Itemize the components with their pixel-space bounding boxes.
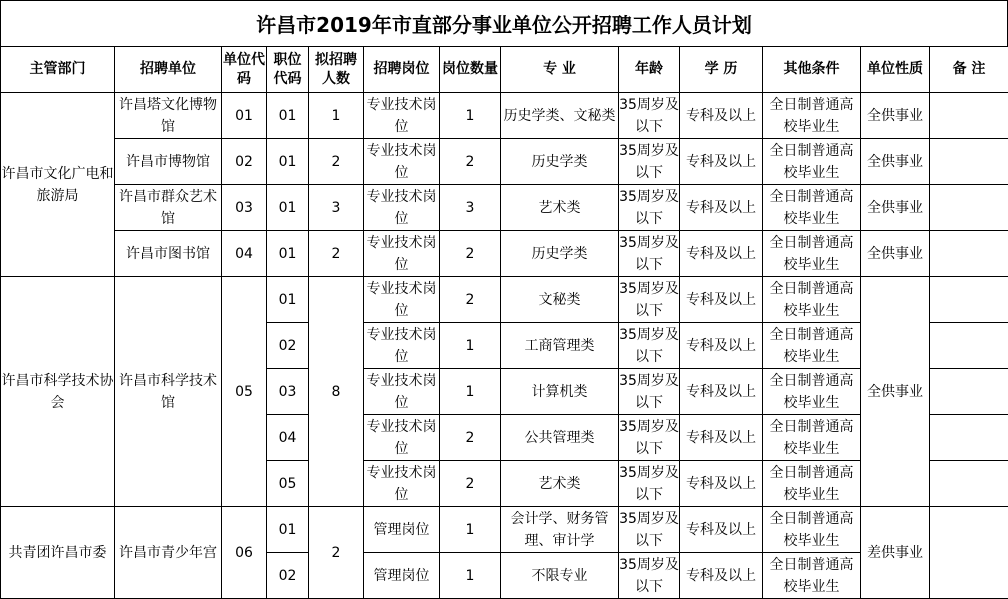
- planned-count-cell: 2: [309, 139, 364, 185]
- post-count-cell: 1: [440, 553, 501, 599]
- nature-cell: 全供事业: [861, 139, 930, 185]
- header-major: 专 业: [501, 47, 619, 93]
- remarks-cell: [930, 139, 1008, 185]
- major-cell: 不限专业: [501, 553, 619, 599]
- conditions-cell: 全日制普通高校毕业生: [763, 93, 861, 139]
- unit-cell: 许昌市群众艺术馆: [115, 185, 222, 231]
- unit-cell: 许昌市科学技术馆: [115, 277, 222, 507]
- post-cell: 专业技术岗位: [364, 323, 440, 369]
- post-count-cell: 2: [440, 277, 501, 323]
- header-department: 主管部门: [1, 47, 115, 93]
- header-age: 年龄: [619, 47, 680, 93]
- post-count-cell: 1: [440, 93, 501, 139]
- position-code-cell: 05: [267, 461, 309, 507]
- post-cell: 专业技术岗位: [364, 185, 440, 231]
- unit-code-cell: 03: [222, 185, 267, 231]
- remarks-cell: [930, 231, 1008, 277]
- post-cell: 专业技术岗位: [364, 415, 440, 461]
- recruitment-table: [0, 46, 1008, 599]
- education-cell: 专科及以上: [680, 553, 763, 599]
- age-cell: 35周岁及以下: [619, 231, 680, 277]
- header-unit: 招聘单位: [115, 47, 222, 93]
- position-code-cell: 04: [267, 415, 309, 461]
- position-code-cell: 01: [267, 139, 309, 185]
- remarks-cell: [930, 323, 1008, 369]
- major-cell: 历史学类、文秘类: [501, 93, 619, 139]
- age-cell: 35周岁及以下: [619, 553, 680, 599]
- age-cell: 35周岁及以下: [619, 277, 680, 323]
- table-row: [1, 139, 1008, 185]
- position-code-cell: 01: [267, 185, 309, 231]
- remarks-cell: [930, 507, 1008, 599]
- age-cell: 35周岁及以下: [619, 139, 680, 185]
- table-row: [1, 231, 1008, 277]
- position-code-cell: 01: [267, 507, 309, 553]
- planned-count-cell: 8: [309, 277, 364, 507]
- post-cell: 管理岗位: [364, 507, 440, 553]
- header-planned-count: 拟招聘人数: [309, 47, 364, 93]
- conditions-cell: 全日制普通高校毕业生: [763, 323, 861, 369]
- remarks-cell: [930, 415, 1008, 461]
- age-cell: 35周岁及以下: [619, 185, 680, 231]
- planned-count-cell: 2: [309, 507, 364, 599]
- header-post-count: 岗位数量: [440, 47, 501, 93]
- education-cell: 专科及以上: [680, 461, 763, 507]
- header-post: 招聘岗位: [364, 47, 440, 93]
- planned-count-cell: 3: [309, 185, 364, 231]
- remarks-cell: [930, 185, 1008, 231]
- page-title: 许昌市2019年市直部分事业单位公开招聘工作人员计划: [0, 0, 1008, 46]
- major-cell: 公共管理类: [501, 415, 619, 461]
- education-cell: 专科及以上: [680, 415, 763, 461]
- education-cell: 专科及以上: [680, 369, 763, 415]
- unit-cell: 许昌市青少年宫: [115, 507, 222, 599]
- age-cell: 35周岁及以下: [619, 323, 680, 369]
- unit-code-cell: 05: [222, 277, 267, 507]
- major-cell: 历史学类: [501, 139, 619, 185]
- remarks-cell: [930, 93, 1008, 139]
- post-count-cell: 1: [440, 507, 501, 553]
- post-cell: 管理岗位: [364, 553, 440, 599]
- education-cell: 专科及以上: [680, 231, 763, 277]
- post-count-cell: 2: [440, 139, 501, 185]
- major-cell: 文秘类: [501, 277, 619, 323]
- position-code-cell: 02: [267, 553, 309, 599]
- nature-cell: 全供事业: [861, 93, 930, 139]
- conditions-cell: 全日制普通高校毕业生: [763, 461, 861, 507]
- remarks-cell: [930, 461, 1008, 507]
- major-cell: 历史学类: [501, 231, 619, 277]
- position-code-cell: 02: [267, 323, 309, 369]
- age-cell: 35周岁及以下: [619, 507, 680, 553]
- post-count-cell: 1: [440, 323, 501, 369]
- post-cell: 专业技术岗位: [364, 231, 440, 277]
- planned-count-cell: 2: [309, 231, 364, 277]
- header-position-code: 职位代码: [267, 47, 309, 93]
- unit-cell: 许昌市图书馆: [115, 231, 222, 277]
- unit-code-cell: 06: [222, 507, 267, 599]
- conditions-cell: 全日制普通高校毕业生: [763, 553, 861, 599]
- department-cell: 许昌市科学技术协会: [1, 277, 115, 507]
- department-cell: 许昌市文化广电和旅游局: [1, 93, 115, 277]
- nature-cell: 全供事业: [861, 231, 930, 277]
- remarks-cell: [930, 369, 1008, 415]
- post-count-cell: 3: [440, 185, 501, 231]
- header-unit-nature: 单位性质: [861, 47, 930, 93]
- age-cell: 35周岁及以下: [619, 369, 680, 415]
- unit-cell: 许昌市博物馆: [115, 139, 222, 185]
- major-cell: 计算机类: [501, 369, 619, 415]
- major-cell: 会计学、财务管理、审计学: [501, 507, 619, 553]
- planned-count-cell: 1: [309, 93, 364, 139]
- header-unit-code: 单位代码: [222, 47, 267, 93]
- header-education: 学 历: [680, 47, 763, 93]
- unit-code-cell: 04: [222, 231, 267, 277]
- table-row: [1, 185, 1008, 231]
- position-code-cell: 03: [267, 369, 309, 415]
- conditions-cell: 全日制普通高校毕业生: [763, 139, 861, 185]
- conditions-cell: 全日制普通高校毕业生: [763, 507, 861, 553]
- post-count-cell: 1: [440, 369, 501, 415]
- header-remarks: 备 注: [930, 47, 1008, 93]
- major-cell: 工商管理类: [501, 323, 619, 369]
- conditions-cell: 全日制普通高校毕业生: [763, 277, 861, 323]
- table-row: [1, 277, 1008, 323]
- nature-cell: 差供事业: [861, 507, 930, 599]
- header-other-conditions: 其他条件: [763, 47, 861, 93]
- conditions-cell: 全日制普通高校毕业生: [763, 369, 861, 415]
- education-cell: 专科及以上: [680, 507, 763, 553]
- unit-code-cell: 01: [222, 93, 267, 139]
- nature-cell: 全供事业: [861, 277, 930, 507]
- education-cell: 专科及以上: [680, 185, 763, 231]
- age-cell: 35周岁及以下: [619, 461, 680, 507]
- post-cell: 专业技术岗位: [364, 277, 440, 323]
- table-row: [1, 93, 1008, 139]
- post-count-cell: 2: [440, 415, 501, 461]
- post-count-cell: 2: [440, 231, 501, 277]
- education-cell: 专科及以上: [680, 323, 763, 369]
- position-code-cell: 01: [267, 277, 309, 323]
- post-cell: 专业技术岗位: [364, 139, 440, 185]
- conditions-cell: 全日制普通高校毕业生: [763, 231, 861, 277]
- conditions-cell: 全日制普通高校毕业生: [763, 415, 861, 461]
- conditions-cell: 全日制普通高校毕业生: [763, 185, 861, 231]
- post-cell: 专业技术岗位: [364, 93, 440, 139]
- education-cell: 专科及以上: [680, 277, 763, 323]
- age-cell: 35周岁及以下: [619, 93, 680, 139]
- unit-cell: 许昌塔文化博物馆: [115, 93, 222, 139]
- post-cell: 专业技术岗位: [364, 369, 440, 415]
- unit-code-cell: 02: [222, 139, 267, 185]
- age-cell: 35周岁及以下: [619, 415, 680, 461]
- remarks-cell: [930, 277, 1008, 323]
- header-row: [1, 47, 1008, 93]
- post-cell: 专业技术岗位: [364, 461, 440, 507]
- major-cell: 艺术类: [501, 185, 619, 231]
- table-row: [1, 507, 1008, 553]
- nature-cell: 全供事业: [861, 185, 930, 231]
- major-cell: 艺术类: [501, 461, 619, 507]
- education-cell: 专科及以上: [680, 139, 763, 185]
- post-count-cell: 2: [440, 461, 501, 507]
- position-code-cell: 01: [267, 231, 309, 277]
- position-code-cell: 01: [267, 93, 309, 139]
- department-cell: 共青团许昌市委: [1, 507, 115, 599]
- education-cell: 专科及以上: [680, 93, 763, 139]
